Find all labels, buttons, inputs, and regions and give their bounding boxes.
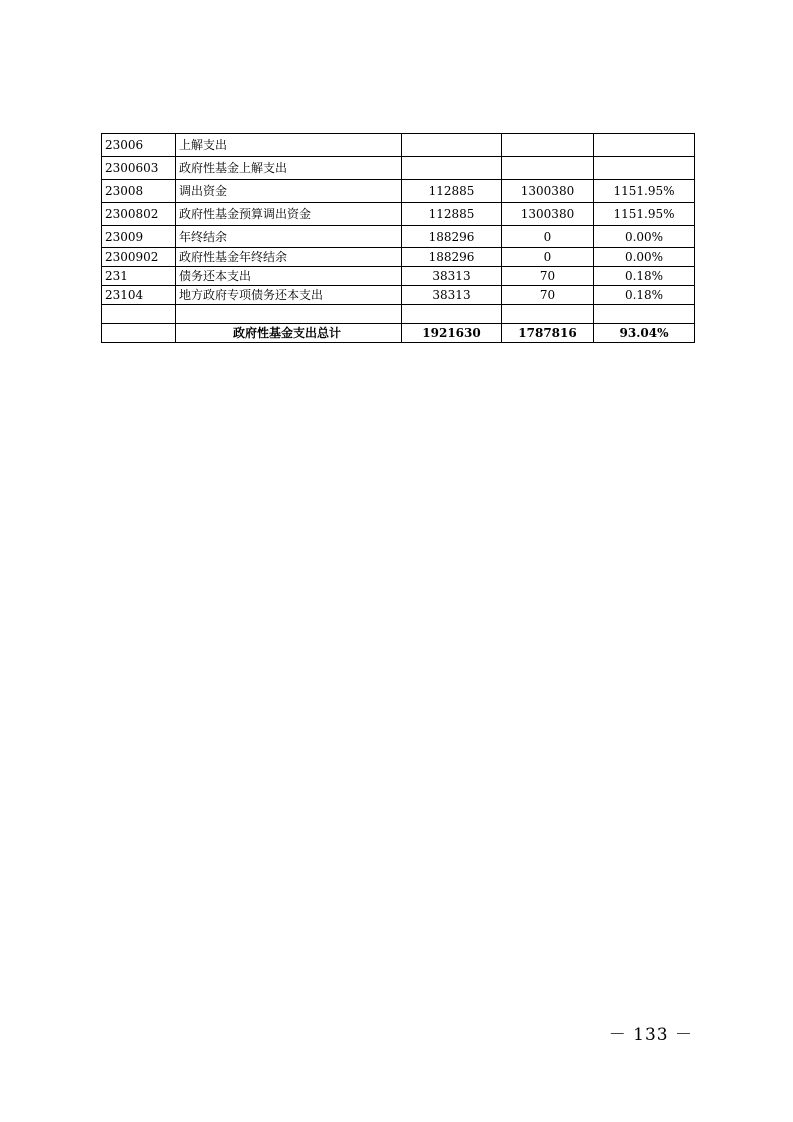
completion-rate: 0.00% bbox=[594, 248, 695, 267]
account-name: 调出资金 bbox=[176, 180, 402, 203]
actual-value: 1300380 bbox=[502, 203, 594, 226]
account-name: 政府性基金预算调出资金 bbox=[176, 203, 402, 226]
actual-value: 70 bbox=[502, 286, 594, 305]
page-number: － 133 － bbox=[608, 1025, 693, 1045]
account-code: 23104 bbox=[102, 286, 176, 305]
total-label: 政府性基金支出总计 bbox=[176, 324, 402, 343]
table-row bbox=[102, 134, 695, 157]
table-row bbox=[102, 203, 695, 226]
actual-value: 70 bbox=[502, 267, 594, 286]
fund-expenditure-table bbox=[101, 133, 695, 343]
budget-value: 112885 bbox=[402, 203, 502, 226]
account-code: 23009 bbox=[102, 226, 176, 248]
total-budget-value: 1921630 bbox=[402, 324, 502, 343]
account-code: 2300802 bbox=[102, 203, 176, 226]
table-row bbox=[102, 286, 695, 305]
account-name: 地方政府专项债务还本支出 bbox=[176, 286, 402, 305]
total-actual-value: 1787816 bbox=[502, 324, 594, 343]
actual-value: 0 bbox=[502, 248, 594, 267]
account-code: 23006 bbox=[102, 134, 176, 157]
completion-rate bbox=[594, 134, 695, 157]
actual-value bbox=[502, 305, 594, 324]
completion-rate bbox=[594, 157, 695, 180]
actual-value bbox=[502, 134, 594, 157]
account-code: 231 bbox=[102, 267, 176, 286]
completion-rate bbox=[594, 305, 695, 324]
budget-value: 38313 bbox=[402, 267, 502, 286]
table-row bbox=[102, 180, 695, 203]
budget-value: 112885 bbox=[402, 180, 502, 203]
budget-value bbox=[402, 157, 502, 180]
total-completion-rate: 93.04% bbox=[594, 324, 695, 343]
account-name: 政府性基金上解支出 bbox=[176, 157, 402, 180]
budget-value: 38313 bbox=[402, 286, 502, 305]
table-row bbox=[102, 226, 695, 248]
account-name: 债务还本支出 bbox=[176, 267, 402, 286]
completion-rate: 1151.95% bbox=[594, 203, 695, 226]
actual-value: 0 bbox=[502, 226, 594, 248]
account-name: 政府性基金年终结余 bbox=[176, 248, 402, 267]
completion-rate: 0.18% bbox=[594, 286, 695, 305]
budget-value: 188296 bbox=[402, 226, 502, 248]
account-code: 2300603 bbox=[102, 157, 176, 180]
account-code: 2300902 bbox=[102, 248, 176, 267]
total-row bbox=[102, 324, 695, 343]
account-name: 上解支出 bbox=[176, 134, 402, 157]
account-name bbox=[176, 305, 402, 324]
account-code bbox=[102, 305, 176, 324]
actual-value bbox=[502, 157, 594, 180]
table-row bbox=[102, 305, 695, 324]
completion-rate: 0.00% bbox=[594, 226, 695, 248]
account-name: 年终结余 bbox=[176, 226, 402, 248]
account-code: 23008 bbox=[102, 180, 176, 203]
table-row bbox=[102, 157, 695, 180]
actual-value: 1300380 bbox=[502, 180, 594, 203]
completion-rate: 1151.95% bbox=[594, 180, 695, 203]
budget-value: 188296 bbox=[402, 248, 502, 267]
completion-rate: 0.18% bbox=[594, 267, 695, 286]
account-code bbox=[102, 324, 176, 343]
table-row bbox=[102, 267, 695, 286]
budget-value bbox=[402, 305, 502, 324]
table-row bbox=[102, 248, 695, 267]
budget-value bbox=[402, 134, 502, 157]
